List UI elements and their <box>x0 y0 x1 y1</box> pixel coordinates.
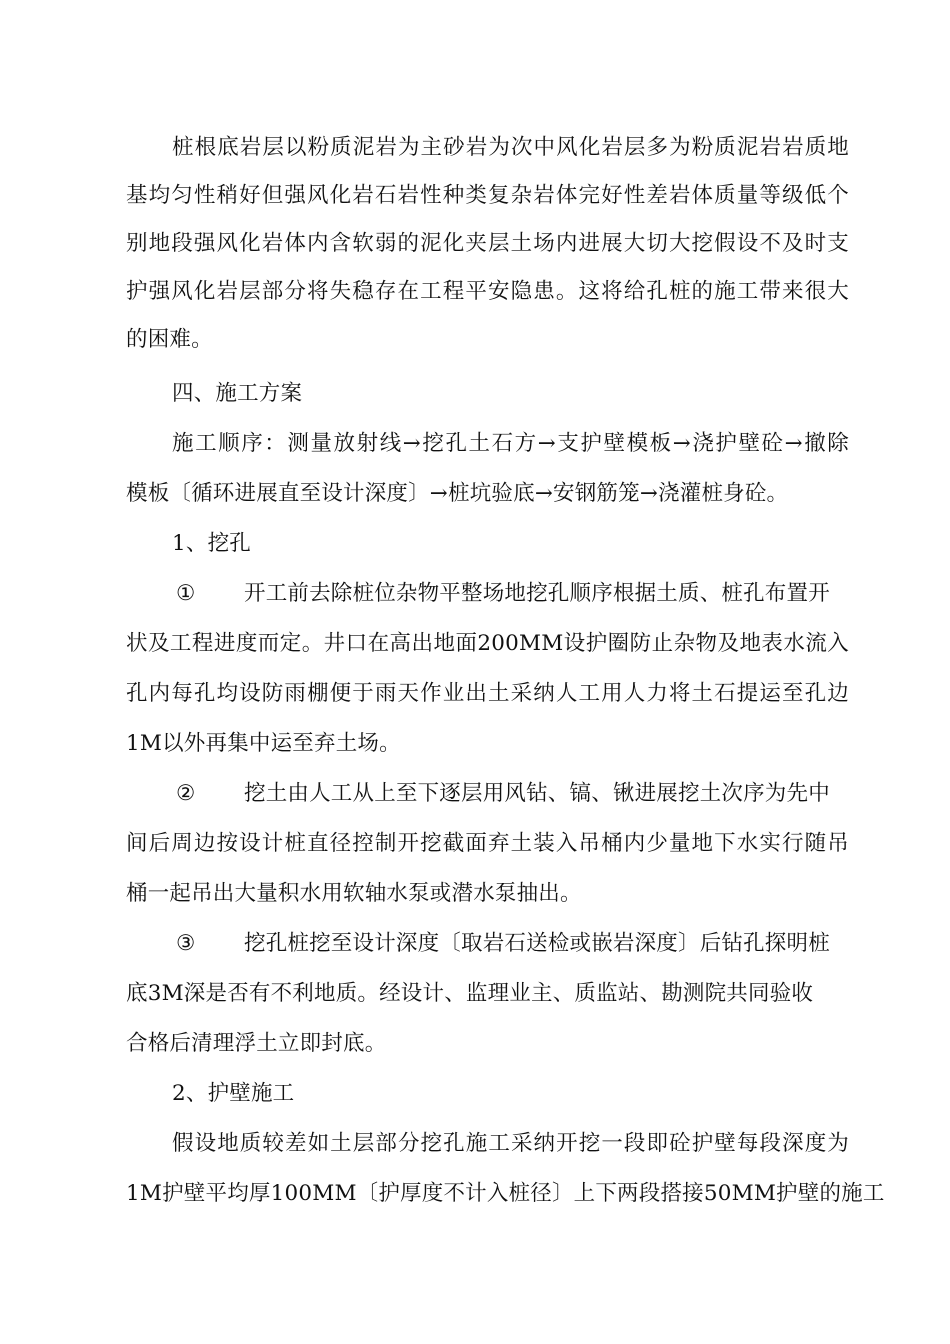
list-item-text: 挖土由人工从上至下逐层用风钻、镐、锹进展挖土次序为先中 <box>244 781 830 806</box>
paragraph-line: 基均匀性稍好但强风化岩石岩性种类复杂岩体完好性差岩体质量等级低个 <box>126 183 849 208</box>
paragraph-line: 桶一起吊出大量积水用软轴水泵或潜水泵抽出。 <box>126 881 582 906</box>
paragraph-line: 别地段强风化岩体内含软弱的泥化夹层土场内进展大切大挖假设不及时支 <box>126 231 849 256</box>
paragraph-line: 间后周边按设计桩直径控制开挖截面弃土装入吊桶内少量地下水实行随吊 <box>126 831 849 856</box>
list-item-text: 开工前去除桩位杂物平整场地挖孔顺序根据土质、桩孔布置开 <box>244 581 830 606</box>
paragraph-line: 模板〔循环进展直至设计深度〕→桩坑验底→安钢筋笼→浇灌桩身砼。 <box>126 481 789 506</box>
paragraph-line: 假设地质较差如土层部分挖孔施工采纳开挖一段即砼护壁每段深度为 <box>172 1131 849 1156</box>
subsection-heading: 2、护壁施工 <box>172 1081 295 1106</box>
paragraph-line: 底3M深是否有不利地质。经设计、监理业主、质监站、勘测院共同验收 <box>126 981 814 1006</box>
list-item <box>176 920 849 968</box>
item-marker: ③ <box>176 931 196 956</box>
paragraph-line: 孔内每孔均设防雨棚便于雨天作业出土采纳人工用人力将土石提运至孔边 <box>126 681 849 706</box>
list-item-text: 挖孔桩挖至设计深度〔取岩石送检或嵌岩深度〕后钻孔探明桩 <box>244 931 830 956</box>
subsection-heading: 1、挖孔 <box>172 531 251 556</box>
paragraph-line: 护强风化岩层部分将失稳存在工程平安隐患。这将给孔桩的施工带来很大 <box>126 279 849 304</box>
list-item <box>176 770 849 818</box>
paragraph-line: 状及工程进度而定。井口在高出地面200MM设护圈防止杂物及地表水流入 <box>126 631 849 656</box>
paragraph-line: 桩根底岩层以粉质泥岩为主砂岩为次中风化岩层多为粉质泥岩岩质地 <box>172 135 849 160</box>
paragraph-line: 合格后清理浮土立即封底。 <box>126 1031 387 1056</box>
paragraph-line: 施工顺序：测量放射线→挖孔土石方→支护壁模板→浇护壁砼→撤除 <box>172 431 849 456</box>
paragraph-line: 1M护壁平均厚100MM〔护厚度不计入桩径〕上下两段搭接50MM护壁的施工 <box>126 1181 885 1206</box>
item-marker: ② <box>176 781 196 806</box>
item-marker: ① <box>176 581 196 606</box>
paragraph-line: 的困难。 <box>126 327 213 352</box>
paragraph-line: 1M以外再集中运至弃土场。 <box>126 731 401 756</box>
list-item <box>176 570 849 618</box>
section-heading: 四、施工方案 <box>172 381 303 406</box>
